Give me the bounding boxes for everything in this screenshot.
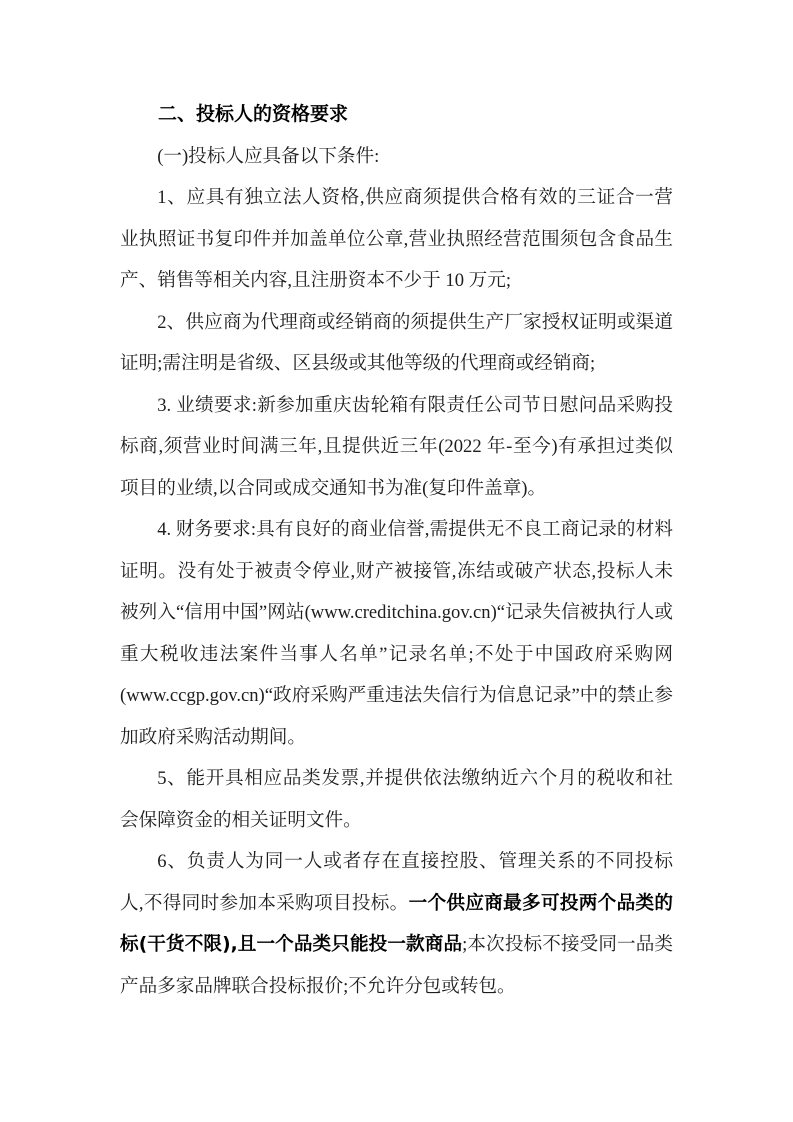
- paragraph: [120, 136, 673, 178]
- paragraph: [120, 509, 673, 758]
- paragraph: [120, 841, 673, 1007]
- text-run: 3. 业绩要求:新参加重庆齿轮箱有限责任公司节日慰问品采购投标商,须营业时间满三年,且提供近三年(2022 年-至今)有承担过类似项目的业绩,以合同或成交通知书为准(复印件盖章)。: [120, 394, 673, 499]
- text-run: ;本次投标不接受同一品类产品多家品牌联合投标报价;不允许分包或转包。: [120, 934, 674, 997]
- paragraph: [120, 177, 673, 302]
- text-run: 5、能开具相应品类发票,并提供依法缴纳近六个月的税收和社会保障资金的相关证明文件。: [120, 768, 673, 831]
- bold-text-run: 一个供应商最多可投两个品类的标(干货不限),且一个品类只能投一款商品: [120, 892, 673, 955]
- text-run: 4. 财务要求:具有良好的商业信誉,需提供无不良工商记录的材料证明。没有处于被责令停业,财产被接管,冻结或破产状态,投标人未被列入“信用中国”网站(www.creditchina.gov.cn)“记录失信被执行人或重大税收违法案件当事人名单”记录名单;不处于中国政府采购网(www.ccgp.gov.cn)“政府采购严重违法失信行为信息记录”中的禁止参加政府采购活动期间。: [120, 519, 673, 748]
- text-run: 1、应具有独立法人资格,供应商须提供合格有效的三证合一营业执照证书复印件并加盖单位公章,营业执照经营范围须包含食品生产、销售等相关内容,且注册资本不少于 10 万元;: [120, 187, 673, 291]
- paragraph: [120, 385, 673, 510]
- text-run: (一)投标人应具备以下条件:: [157, 145, 380, 167]
- text-run: 6、负责人为同一人或者存在直接控股、管理关系的不同投标人,不得同时参加本采购项目投标。: [120, 851, 673, 914]
- text-run: 2、供应商为代理商或经销商的须提供生产厂家授权证明或渠道证明;需注明是省级、区县级或其他等级的代理商或经销商;: [120, 311, 673, 374]
- section-heading: 二、投标人的资格要求: [158, 103, 349, 125]
- paragraph: [120, 758, 673, 841]
- paragraph: [120, 302, 673, 385]
- document-body: [120, 136, 673, 1008]
